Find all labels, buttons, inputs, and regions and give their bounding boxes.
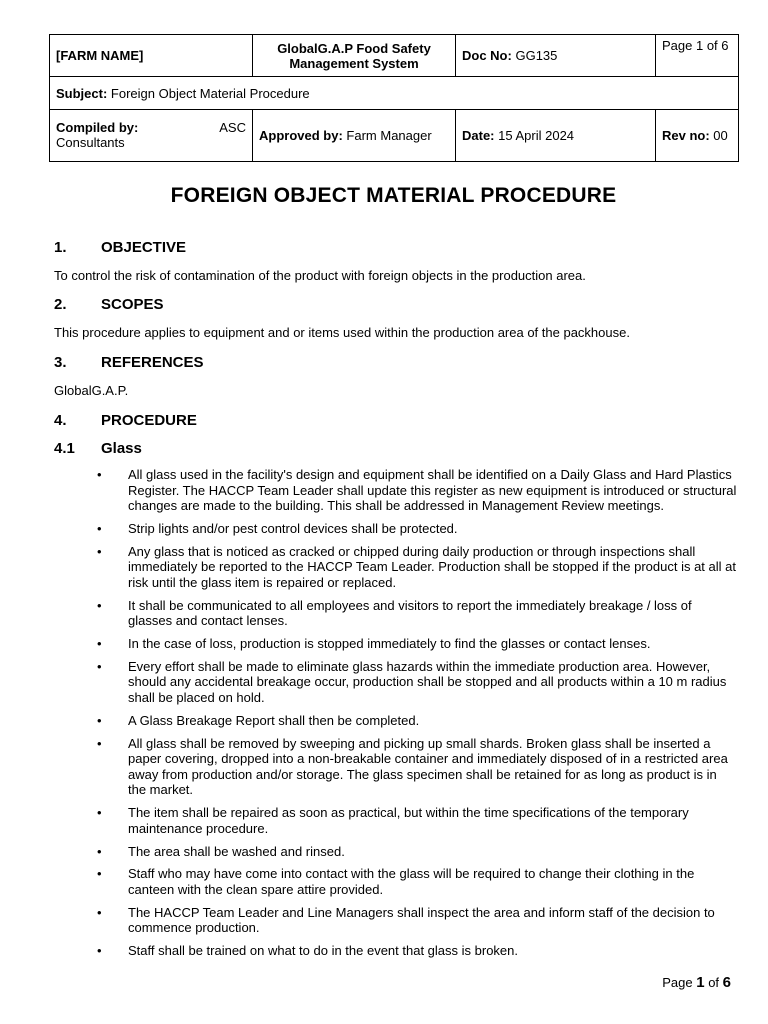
list-item: • The item shall be repaired as soon as practical, but within the time specifications of the temporary maintenance procedure. (97, 805, 689, 836)
doc-no-value: GG135 (515, 48, 558, 63)
bullet-icon: • (97, 943, 102, 959)
system-title-cell: GlobalG.A.P Food Safety Management System (253, 35, 456, 77)
bullet-icon: • (97, 543, 102, 559)
doc-no-label: Doc No: (462, 48, 512, 63)
bullet-icon: • (97, 712, 102, 728)
list-item: • In the case of loss, production is stopped immediately to find the glasses or contact lenses. (97, 636, 651, 652)
list-item: • All glass shall be removed by sweeping and picking up small shards. Broken glass shall be inserted a paper covering, dropped into a non-breakable container and immediately disposed of in a restricted area away from production and/or storage. The glass specimen shall be retained for as long as product is in the market. (97, 735, 728, 798)
list-item: • Staff shall be trained on what to do in the event that glass is broken. (97, 943, 519, 959)
section-text-objective: To control the risk of contamination of the product with foreign objects in the production area. (54, 268, 586, 283)
list-item: • Any glass that is noticed as cracked or chipped during daily production or through inspections shall immediately be reported to the HACCP Team Leader. Production shall be stopped if the product is at all at risk until the glass item is repaired or replaced. (97, 543, 736, 590)
compiled-by-value-2: Consultants (56, 135, 125, 150)
date-cell (456, 110, 656, 162)
bullet-icon: • (97, 866, 102, 882)
bullet-icon: • (97, 843, 102, 859)
section-number: 1. (54, 239, 67, 256)
list-item: • Every effort shall be made to eliminate glass hazards within the immediate production area. However, should any accidental breakage occur, production shall be stopped and all products within a 10 m radius shall be placed on hold. (97, 658, 727, 705)
date-label: Date: (462, 128, 495, 143)
list-item: • The area shall be washed and rinsed. (97, 843, 345, 859)
section-heading-procedure (54, 412, 197, 429)
section-heading-references (54, 354, 204, 371)
bullet-icon: • (97, 735, 102, 751)
page-info-cell: Page 1 of 6 (656, 35, 739, 77)
compiled-by-value-1: ASC (219, 120, 246, 135)
doc-no-cell (456, 35, 656, 77)
section-text-scopes: This procedure applies to equipment and or items used within the production area of the packhouse. (54, 325, 630, 340)
section-heading-objective (54, 239, 186, 256)
section-heading-scopes (54, 296, 164, 313)
bullet-icon: • (97, 658, 102, 674)
approved-by-label: Approved by: (259, 128, 343, 143)
footer-page-current: 1 (696, 974, 705, 991)
section-text-references: GlobalG.A.P. (54, 383, 129, 398)
rev-no-label: Rev no: (662, 128, 710, 143)
section-number: 3. (54, 354, 67, 371)
approved-by-cell (253, 110, 456, 162)
footer-page-total: 6 (722, 974, 731, 991)
section-title: OBJECTIVE (101, 239, 187, 256)
document-title: FOREIGN OBJECT MATERIAL PROCEDURE (170, 184, 617, 207)
list-item: • Staff who may have come into contact with the glass will be required to change their clothing in the canteen with the clean spare attire provided. (97, 866, 695, 897)
list-item: • A Glass Breakage Report shall then be completed. (97, 712, 420, 728)
compiled-by-label: Compiled by: (56, 120, 139, 135)
subject-cell (50, 77, 739, 110)
bullet-icon: • (97, 520, 102, 536)
subsection-heading-glass (54, 440, 142, 457)
page-footer (662, 974, 731, 991)
section-number: 4. (54, 412, 67, 429)
glass-procedure-list (97, 467, 737, 966)
section-title: SCOPES (101, 296, 164, 313)
footer-of-word: of (708, 975, 720, 990)
section-number: 2. (54, 296, 67, 313)
approved-by-value: Farm Manager (346, 128, 432, 143)
subject-label: Subject: (56, 85, 108, 101)
document-header-table (49, 34, 739, 162)
bullet-icon: • (97, 636, 102, 652)
footer-page-word: Page (662, 975, 693, 990)
list-item: • Strip lights and/or pest control devices shall be protected. (97, 520, 458, 536)
farm-name-cell: [FARM NAME] (50, 35, 253, 77)
subject-value: Foreign Object Material Procedure (110, 85, 310, 101)
rev-no-cell (656, 110, 739, 162)
list-item: • The HACCP Team Leader and Line Managers shall inspect the area and inform staff of the decision to commence production. (97, 904, 715, 936)
list-item: • All glass used in the facility's design and equipment shall be identified on a Daily Glass and Hard Plastics Register. The HACCP Team Leader shall update this register as new equipment is introduced or structural changes are made to the building. This shall be addressed in Management Review meetings. (97, 467, 737, 513)
compiled-by-cell (50, 110, 253, 162)
list-item: • It shall be communicated to all employees and visitors to report the immediately breakage / loss of glasses and contact lenses. (97, 597, 692, 629)
rev-no-value: 00 (713, 128, 728, 143)
bullet-icon: • (97, 805, 102, 821)
section-number: 4.1 (54, 440, 75, 457)
bullet-icon: • (97, 597, 102, 613)
section-title: PROCEDURE (101, 412, 197, 429)
bullet-icon: • (97, 904, 102, 920)
section-title: Glass (101, 440, 142, 457)
bullet-icon: • (97, 467, 102, 482)
section-title: REFERENCES (101, 354, 204, 371)
date-value: 15 April 2024 (498, 128, 575, 143)
